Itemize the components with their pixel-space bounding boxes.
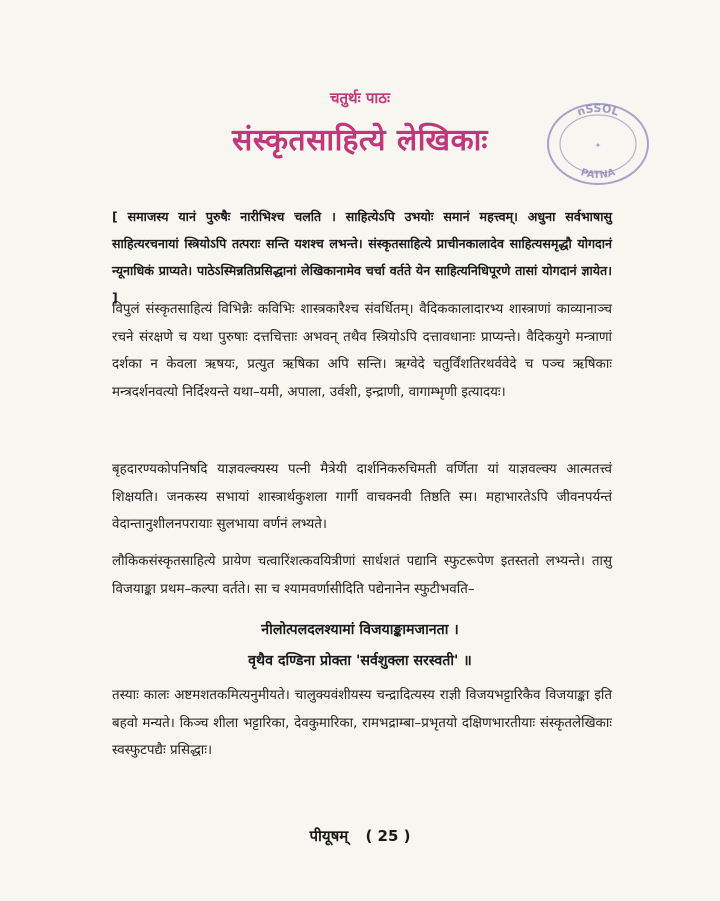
paragraph-1: विपुलं संस्कृतसाहित्यं विभिन्नैः कविभिः शास्त्रकारैश्च संवर्धितम्। वैदिककालादारभ्य शास्त्राणां काव्यानाञ्च रचने संरक्षणे च यथा पुरुषाः दत्तचित्ताः अभवन् तथैव स्त्रियोऽपि दत्तावधानाः प्राप्यन्ते। वैदिकयुगे मन्त्राणां दर्शका न केवला ऋषयः, प्रत्युत ऋषिका अपि सन्ति। ऋग्वेदे चतुर्विंशतिरथर्ववेदे च पञ्च ऋषिकाः मन्त्रदर्शनवत्यो निर्दिश्यन्ते यथा–यमी, अपाला, उर्वशी, इन्द्राणी, वागाम्भृणी इत्यादयः। <box>112 302 612 400</box>
page-footer <box>0 826 720 846</box>
page-number: ( 25 ) <box>365 827 411 845</box>
lesson-title: संस्कृतसाहित्ये लेखिकाः <box>232 123 488 158</box>
stamp-text-bottom: PATNA <box>579 167 617 182</box>
stamp-star-icon: ✦ <box>594 141 602 150</box>
svg-text:nSSOL <box>575 102 620 119</box>
paragraph-3: लौकिकसंस्कृतसाहित्ये प्रायेण चत्वारिंशत्कवयित्रीणां सार्धशतं पद्यानि स्फुटरूपेण इतस्ततो लभ्यन्ते। तासु विजयाङ्का प्रथम–कल्पा वर्तते। सा च श्यामवर्णासीदिति पद्येनानेन स्फुटीभवति– <box>112 554 612 597</box>
paragraph-2: बृहदारण्यकोपनिषदि याज्ञवल्क्यस्य पत्नी मैत्रेयी दार्शनिकरुचिमती वर्णिता यां याज्ञवल्क्य आत्मतत्त्वं शिक्षयति। जनकस्य सभायां शास्त्रार्थकुशला गार्गी वाचक्नवी तिष्ठति स्म। महाभारतेऽपि जीवनपर्यन्तं वेदान्तानुशीलनपरायाः सुलभाया वर्णनं लभ्यते। <box>112 462 612 532</box>
lesson-number: चतुर्थः पाठः <box>329 89 391 107</box>
svg-text:PATNA <box>579 167 617 181</box>
stamp-text-top: nSSOL <box>575 101 621 119</box>
institution-stamp <box>538 98 656 186</box>
book-name: पीयूषम् <box>309 827 349 845</box>
verse-line-1: नीलोत्पलदलश्यामां विजयाङ्कामजानता । <box>261 622 459 638</box>
intro-paragraph: [ समाजस्य यानं पुरुषैः नारीभिश्च चलति । साहित्येऽपि उभयोः समानं महत्त्वम्। अधुना सर्वभाषासु साहित्यरचनायां स्त्रियोऽपि तत्पराः सन्ति यशश्च लभन्ते। संस्कृतसाहित्ये प्राचीनकालादेव साहित्यसमृद्धौ योगदानं न्यूनाधिकं प्राप्यते। पाठेऽस्मिन्नतिप्रसिद्धानां लेखिकानामेव चर्चा वर्तते येन साहित्यनिधिपूरणे तासां योगदानं ज्ञायेत। ] <box>112 209 612 305</box>
verse-line-2: वृथैव दण्डिना प्रोक्ता 'सर्वशुक्ला सरस्वती' ॥ <box>248 653 472 669</box>
paragraph-4: तस्याः कालः अष्टमशतकमित्यनुमीयते। चालुक्यवंशीयस्य चन्द्रादित्यस्य राज्ञी विजयभट्टारिकैव विजयाङ्का इति बहवो मन्यते। किञ्च शीला भट्टारिका, देवकुमारिका, रामभद्राम्बा–प्रभृतयो दक्षिणभारतीयाः संस्कृतलेखिकाः स्वस्फुटपद्यैः प्रसिद्धाः। <box>112 688 612 758</box>
